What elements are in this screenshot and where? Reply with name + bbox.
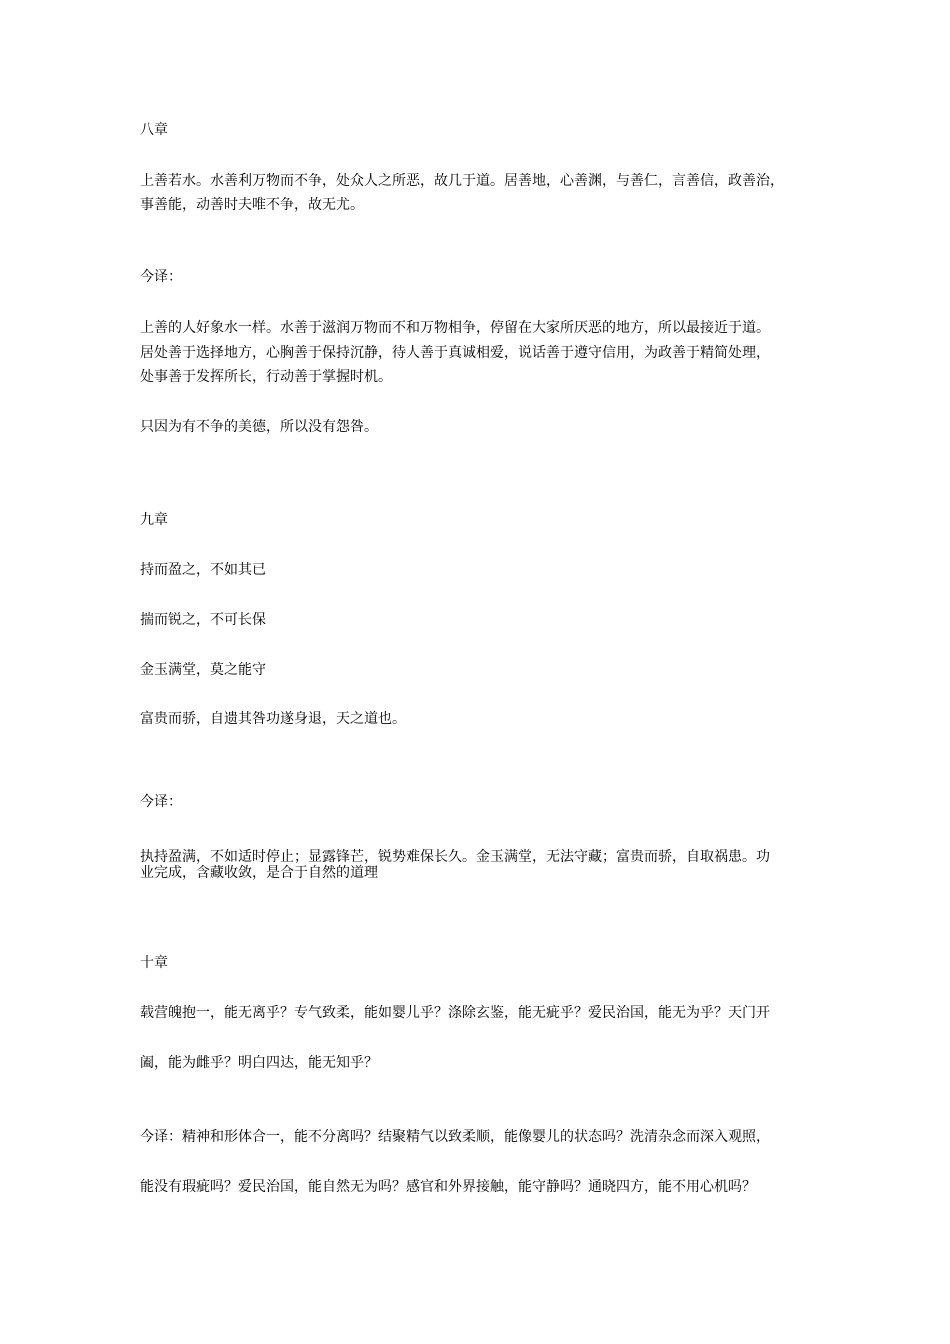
chapter-9-translation-label: 今译： [140,794,182,810]
chapter-10-translation-line-1: 今译：精神和形体合一，能不分离吗？结聚精气以致柔顺，能像婴儿的状态吗？洗清杂念而深入观照， [140,1129,770,1145]
chapter-9-text-line-2: 揣而锐之，不可长保 [140,612,266,628]
chapter-10-text-line-1: 载营魄抱一，能无离乎？专气致柔，能如婴儿乎？涤除玄鉴，能无疵乎？爱民治国，能无为乎？天门开 [140,1005,770,1021]
chapter-8-translation-line-2: 居处善于选择地方，心胸善于保持沉静，待人善于真诚相爱，说话善于遵守信用，为政善于精简处理， [140,345,770,361]
chapter-9-translation-line-1: 执持盈满，不如适时停止；显露锋芒，锐势难保长久。金玉满堂，无法守藏；富贵而骄，自取祸患。功 [140,849,770,865]
chapter-8-text-line-2: 事善能，动善时夫唯不争，故无尤。 [140,197,364,213]
chapter-10-translation-line-2: 能没有瑕疵吗？爱民治国，能自然无为吗？感官和外界接触，能守静吗？通晓四方，能不用心机吗？ [140,1179,756,1195]
chapter-9-text-line-3: 金玉满堂，莫之能守 [140,662,266,678]
chapter-9-text-line-4: 富贵而骄，自遗其咎功遂身退，天之道也。 [140,711,406,727]
chapter-9-translation-line-2: 业完成，含藏收敛，是合于自然的道理 [140,865,378,881]
chapter-8-text-line-1: 上善若水。水善利万物而不争，处众人之所恶，故几于道。居善地，心善渊，与善仁，言善信，政善治， [140,173,784,189]
chapter-9-heading: 九章 [140,512,168,528]
chapter-8-translation-label: 今译： [140,269,182,285]
chapter-8-heading: 八章 [140,122,168,138]
chapter-9-text-line-1: 持而盈之，不如其已 [140,562,266,578]
chapter-8-translation-line-4: 只因为有不争的美德，所以没有怨咎。 [140,419,378,435]
chapter-8-translation-line-3: 处事善于发挥所长，行动善于掌握时机。 [140,369,392,385]
chapter-8-translation-line-1: 上善的人好象水一样。水善于滋润万物而不和万物相争，停留在大家所厌恶的地方，所以最接近于道。 [140,320,770,336]
chapter-10-heading: 十章 [140,955,168,971]
chapter-10-text-line-2: 阖，能为雌乎？明白四达，能无知乎？ [140,1055,378,1071]
